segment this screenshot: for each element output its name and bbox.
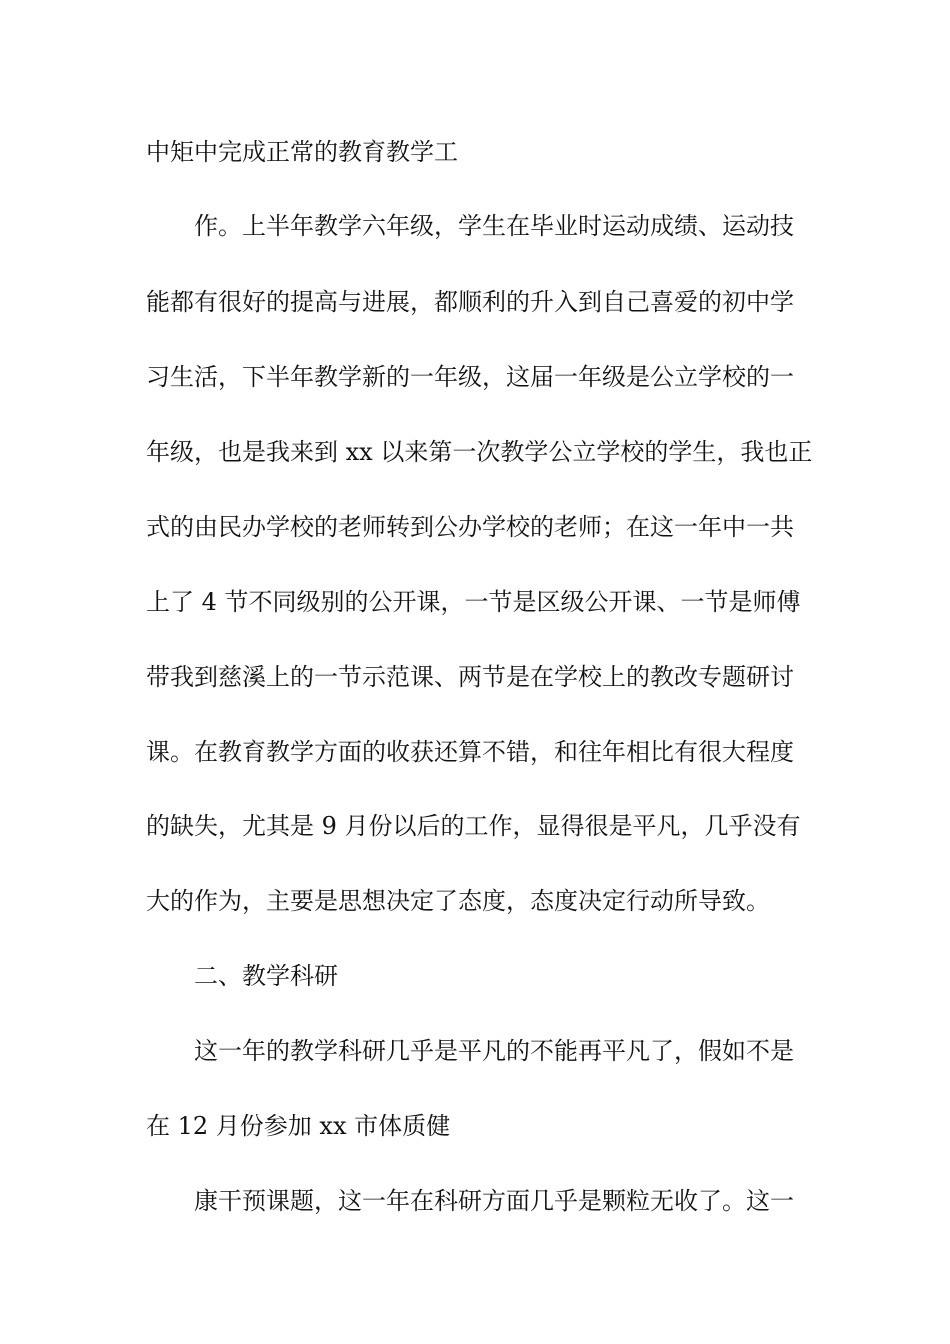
section-heading: 二、教学科研 bbox=[194, 962, 338, 990]
text-line-5: 年级，也是我来到 xx 以来第一次教学公立学校的学生，我也正 bbox=[146, 438, 813, 466]
text-line-15: 康干预课题，这一年在科研方面几乎是颗粒无收了。这一 bbox=[194, 1187, 794, 1215]
text-line-6: 式的由民办学校的老师转到公办学校的老师；在这一年中一共 bbox=[146, 513, 794, 541]
text-line-11: 大的作为，主要是思想决定了态度，态度决定行动所导致。 bbox=[146, 887, 770, 915]
text-line-4: 习生活，下半年教学新的一年级，这届一年级是公立学校的一 bbox=[146, 363, 794, 391]
text-line-13: 这一年的教学科研几乎是平凡的不能再平凡了，假如不是 bbox=[194, 1037, 794, 1065]
text-line-2: 作。上半年教学六年级，学生在毕业时运动成绩、运动技 bbox=[194, 212, 794, 240]
text-line-9: 课。在教育教学方面的收获还算不错，和往年相比有很大程度 bbox=[146, 738, 794, 766]
text-line-10: 的缺失，尤其是 9 月份以后的工作，显得很是平凡，几乎没有 bbox=[146, 812, 801, 840]
text-line-7: 上了 4 节不同级别的公开课，一节是区级公开课、一节是师傅 bbox=[146, 588, 801, 616]
text-line-14: 在 12 月份参加 xx 市体质健 bbox=[146, 1112, 451, 1140]
text-line-8: 带我到慈溪上的一节示范课、两节是在学校上的教改专题研讨 bbox=[146, 663, 794, 691]
text-line-1: 中矩中完成正常的教育教学工 bbox=[146, 138, 458, 166]
text-line-3: 能都有很好的提高与进展，都顺利的升入到自己喜爱的初中学 bbox=[146, 288, 794, 316]
